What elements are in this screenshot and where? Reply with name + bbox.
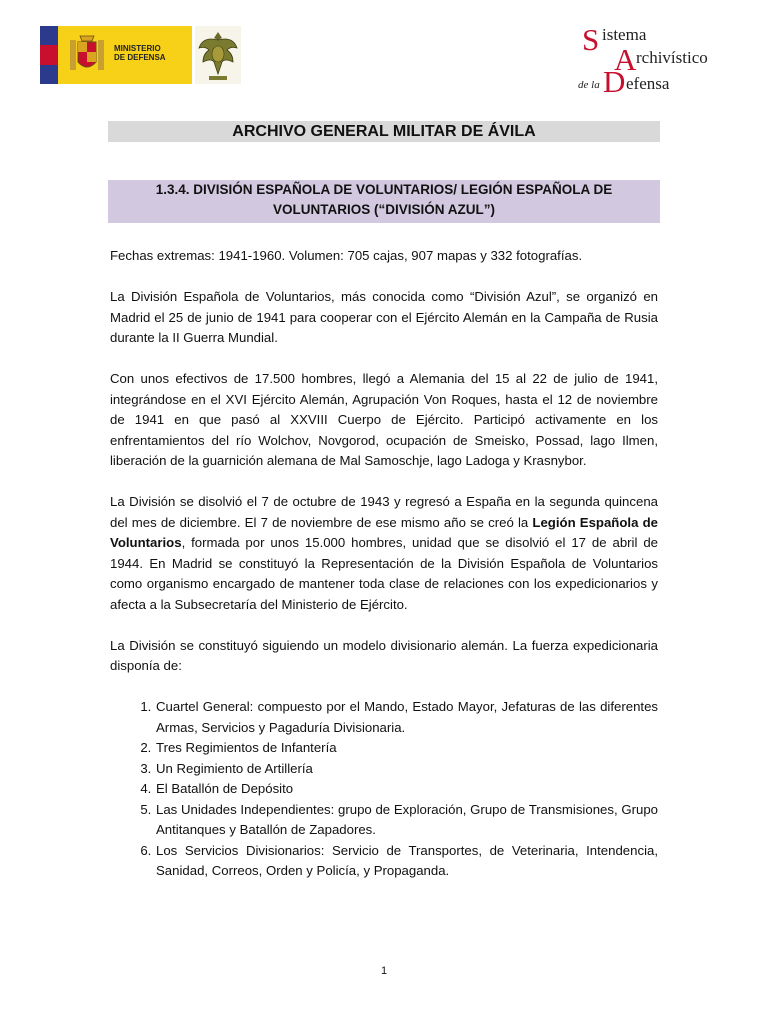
list-item: 5. Las Unidades Independientes: grupo de Exploración, Grupo de Transmisiones, Grupo Antitanques y Batallón de Zapadores.: [155, 800, 658, 841]
legion-name: Legión Española de Voluntarios: [110, 514, 658, 550]
section-title: [108, 180, 660, 223]
flag-bars: [40, 26, 58, 84]
units-list: [110, 697, 658, 882]
ministerio-logo-text: MINISTERIO DE DEFENSA: [114, 44, 166, 62]
coat-of-arms-icon: [64, 32, 110, 78]
list-item: 1. Cuartel General: compuesto por el Mando, Estado Mayor, Jefaturas de las diferentes Armas, Servicios y Pagaduría Divisionaria.: [155, 697, 658, 738]
list-item: 2. Tres Regimientos de Infantería: [155, 738, 658, 759]
list-item: 3. Un Regimiento de Artillería: [155, 759, 658, 780]
page-header: [0, 0, 768, 110]
page-number: 1: [380, 965, 388, 977]
list-item: 4. El Batallón de Depósito: [155, 779, 658, 800]
sistema-archivistico-logo: S istema A rchivístico de la D efensa: [578, 22, 708, 99]
army-eagle-emblem-icon: [195, 26, 241, 84]
section-title-line-2: VOLUNTARIOS (“DIVISIÓN AZUL”): [273, 202, 495, 217]
paragraph-campaign: Con unos efectivos de 17.500 hombres, llegó a Alemania del 15 al 22 de julio de 1941, integrándose en el XVI Ejército Alemán, Agrupación Von Roques, hasta el 12 de noviembre de 1941 en que pasó al XXVIII Cuerpo de Ejército. Participó activamente en los enfrentamientos del río Wolchov, Novgorod, ocupación de Smeisko, Possad, lago Ilmen, liberación de la guarnición alemana de Mal Samoschje, lago Ladoga y Krasnybor.: [110, 371, 658, 468]
paragraph-dates-volume: Fechas extremas: 1941-1960. Volumen: 705 cajas, 907 mapas y 332 fotografías.: [110, 248, 583, 263]
paragraph-dissolution: La División se disolvió el 7 de octubre de 1943 y regresó a España en la segunda quincena del mes de diciembre. El 7 de noviembre de ese mismo año se creó la Legión Española de Voluntarios, formada por unos 15.000 hombres, unidad que se disolvió el 17 de abril de 1944. En Madrid se constituyó la Representación de la División Española de Voluntarios como organismo encargado de mantener toda clase de relaciones con los expedicionarios y afecta a la Subsecretaría del Ministerio de Ejército.: [110, 494, 658, 612]
list-item: 6. Los Servicios Divisionarios: Servicio de Transportes, de Veterinaria, Intendencia, Sanidad, Correos, Orden y Policía, y Propaganda.: [155, 841, 658, 882]
section-title-line-1: 1.3.4. DIVISIÓN ESPAÑOLA DE VOLUNTARIOS/ LEGIÓN ESPAÑOLA DE: [155, 182, 613, 197]
document-body: [110, 246, 658, 882]
ministerio-defensa-logo: [40, 26, 192, 84]
paragraph-organization: La División Española de Voluntarios, más conocida como “División Azul”, se organizó en Madrid el 25 de junio de 1941 para cooperar con el Ejército Alemán en la Campaña de Rusia durante la II Guerra Mundial.: [110, 289, 658, 345]
archive-title: ARCHIVO GENERAL MILITAR DE ÁVILA: [108, 121, 660, 142]
paragraph-structure-intro: La División se constituyó siguiendo un modelo divisionario alemán. La fuerza expedicionaria disponía de:: [110, 637, 658, 673]
